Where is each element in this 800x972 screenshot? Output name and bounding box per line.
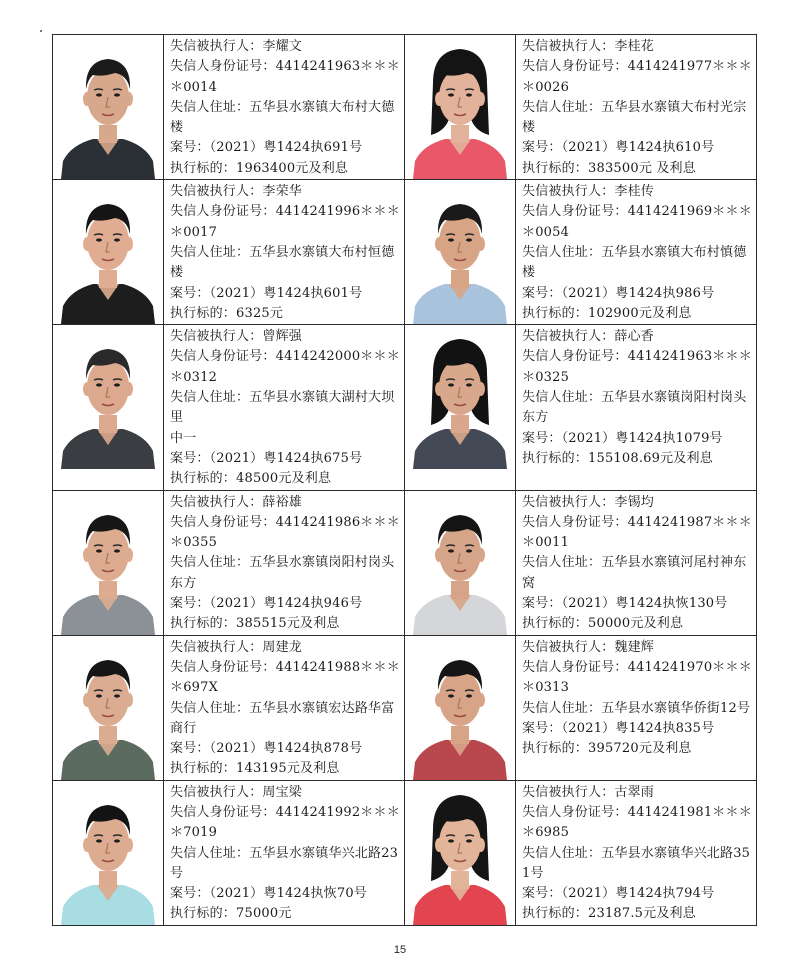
execution-amount: 执行标的：143195元及利息	[170, 761, 340, 777]
portrait-photo-icon	[53, 491, 163, 635]
case-number: 案号：（2021）粤1424执946号	[170, 596, 363, 612]
case-number: 案号：（2021）粤1424执835号	[522, 720, 715, 736]
execution-amount: 执行标的：395720元及利息	[522, 741, 692, 757]
id-number: 失信人身份证号：4414241988＊＊＊＊697X	[170, 659, 400, 696]
record-info	[164, 780, 405, 925]
portrait-photo-icon	[405, 636, 515, 780]
portrait-photo-icon	[53, 35, 163, 179]
record-info	[164, 325, 405, 490]
table-row	[53, 490, 757, 635]
photo-cell	[53, 780, 164, 925]
debtor-name: 失信被执行人：薛裕雄	[170, 494, 303, 510]
record-info	[516, 180, 757, 325]
execution-amount: 执行标的：155108.69元及利息	[522, 450, 713, 466]
portrait-photo-icon	[53, 325, 163, 469]
record-text	[164, 180, 404, 324]
address: 失信人住址：五华县水寨镇岗阳村岗头东方	[170, 555, 395, 591]
debtor-name: 失信被执行人：魏建辉	[522, 639, 655, 655]
photo-cell	[405, 780, 516, 925]
photo-cell	[405, 180, 516, 325]
debtor-name: 失信被执行人：薛心香	[522, 329, 655, 345]
record-text	[516, 491, 756, 635]
address: 失信人住址：五华县水寨镇大湖村大坝里	[170, 390, 395, 426]
record-info	[164, 35, 405, 180]
id-number: 失信人身份证号：4414241981＊＊＊＊6985	[522, 804, 752, 841]
case-number: 案号：（2021）粤1424执恢70号	[170, 886, 368, 902]
id-number: 失信人身份证号：4414241963＊＊＊＊0014	[170, 59, 400, 95]
record-text	[516, 781, 756, 925]
address: 失信人住址：五华县水寨镇宏达路华富商行	[170, 700, 395, 736]
id-number: 失信人身份证号：4414241969＊＊＊＊0054	[522, 204, 752, 240]
debtor-name: 失信被执行人：周建龙	[170, 639, 303, 655]
table-row	[53, 635, 757, 780]
record-text	[164, 35, 404, 179]
photo-cell	[53, 635, 164, 780]
debtor-name: 失信被执行人：曾辉强	[170, 329, 303, 345]
execution-amount: 执行标的：385515元及利息	[170, 616, 340, 632]
execution-amount: 执行标的：102900元及利息	[522, 305, 692, 321]
id-number: 失信人身份证号：4414241977＊＊＊＊0026	[522, 59, 752, 95]
record-text	[164, 491, 404, 635]
address: 失信人住址：五华县水寨镇大布村光宗楼	[522, 99, 747, 136]
record-info	[516, 780, 757, 925]
execution-amount: 执行标的：1963400元及利息	[170, 160, 349, 176]
record-text	[516, 636, 756, 760]
record-info	[516, 490, 757, 635]
case-number: 案号：（2021）粤1424执986号	[522, 285, 715, 301]
address: 失信人住址：五华县水寨镇大布村大德楼	[170, 99, 395, 136]
id-number: 失信人身份证号：4414241987＊＊＊＊0011	[522, 514, 752, 551]
portrait-photo-icon	[405, 180, 515, 324]
photo-cell	[53, 180, 164, 325]
table-row	[53, 325, 757, 490]
table-row	[53, 780, 757, 925]
case-number: 案号：（2021）粤1424执1079号	[522, 430, 723, 446]
record-sheet	[52, 34, 756, 926]
photo-cell	[405, 35, 516, 180]
page-number: 15	[393, 944, 407, 956]
record-text	[516, 325, 756, 469]
debtor-name: 失信被执行人：周宝梁	[170, 784, 303, 800]
id-number: 失信人身份证号：4414241963＊＊＊＊0325	[522, 349, 752, 385]
debtor-name: 失信被执行人：李荣华	[170, 184, 303, 200]
photo-cell	[405, 325, 516, 490]
record-info	[516, 635, 757, 780]
portrait-photo-icon	[53, 636, 163, 780]
record-text	[516, 180, 756, 324]
case-number: 案号：（2021）粤1424执691号	[170, 140, 363, 156]
id-number: 失信人身份证号：4414241996＊＊＊＊0017	[170, 204, 400, 240]
record-text	[164, 781, 404, 925]
address: 失信人住址：五华县水寨镇华侨街12号	[522, 700, 751, 716]
record-info	[516, 325, 757, 490]
debtor-name: 失信被执行人：李耀文	[170, 39, 303, 54]
photo-cell	[405, 635, 516, 780]
photo-cell	[53, 490, 164, 635]
execution-amount: 执行标的：383500元 及利息	[522, 160, 696, 176]
address: 失信人住址：五华县水寨镇大布村慎德楼	[522, 244, 747, 281]
execution-amount: 执行标的：23187.5元及利息	[522, 906, 696, 922]
id-number: 失信人身份证号：4414242000＊＊＊＊0312	[170, 349, 400, 385]
table-row	[53, 35, 757, 180]
execution-amount: 执行标的：75000元	[170, 906, 292, 922]
id-number: 失信人身份证号：4414241992＊＊＊＊7019	[170, 804, 400, 841]
portrait-photo-icon	[405, 781, 515, 925]
table-row	[53, 180, 757, 325]
execution-amount: 执行标的：6325元	[170, 305, 284, 321]
address: 失信人住址：五华县水寨镇大布村恒德楼	[170, 244, 395, 281]
photo-cell	[405, 490, 516, 635]
record-info	[164, 180, 405, 325]
case-number: 案号：（2021）粤1424执675号	[170, 450, 363, 466]
record-info	[516, 35, 757, 180]
debtor-name: 失信被执行人：古翠雨	[522, 784, 655, 800]
portrait-photo-icon	[53, 180, 163, 324]
record-text	[516, 35, 756, 179]
address: 失信人住址：五华县水寨镇岗阳村岗头东方	[522, 390, 747, 426]
photo-cell	[53, 35, 164, 180]
portrait-photo-icon	[405, 325, 515, 469]
execution-amount: 执行标的：50000元及利息	[522, 616, 684, 632]
portrait-photo-icon	[405, 491, 515, 635]
id-number: 失信人身份证号：4414241986＊＊＊＊0355	[170, 514, 400, 551]
address: 失信人住址：五华县水寨镇华兴北路351号	[522, 845, 751, 881]
address: 失信人住址：五华县水寨镇华兴北路23号	[170, 845, 399, 881]
scan-mark	[40, 30, 42, 32]
debtor-table	[52, 34, 757, 926]
photo-cell	[53, 325, 164, 490]
case-number: 案号：（2021）粤1424执610号	[522, 140, 715, 156]
address: 失信人住址：五华县水寨镇河尾村神东窝	[522, 555, 747, 591]
case-number: 案号：（2021）粤1424执恢130号	[522, 596, 728, 612]
debtor-name: 失信被执行人：李锡均	[522, 494, 655, 510]
case-number: 案号：（2021）粤1424执878号	[170, 741, 363, 757]
record-info	[164, 490, 405, 635]
case-number: 案号：（2021）粤1424执601号	[170, 285, 363, 301]
debtor-name: 失信被执行人：李桂花	[522, 39, 655, 54]
record-info	[164, 635, 405, 780]
portrait-photo-icon	[53, 781, 163, 925]
execution-amount: 执行标的：48500元及利息	[170, 471, 332, 487]
debtor-name: 失信被执行人：李桂传	[522, 184, 655, 200]
case-number: 案号：（2021）粤1424执794号	[522, 886, 715, 902]
record-text	[164, 636, 404, 780]
record-text	[164, 325, 404, 489]
address-extra: 中一	[170, 430, 197, 446]
id-number: 失信人身份证号：4414241970＊＊＊＊0313	[522, 659, 752, 696]
portrait-photo-icon	[405, 35, 515, 179]
